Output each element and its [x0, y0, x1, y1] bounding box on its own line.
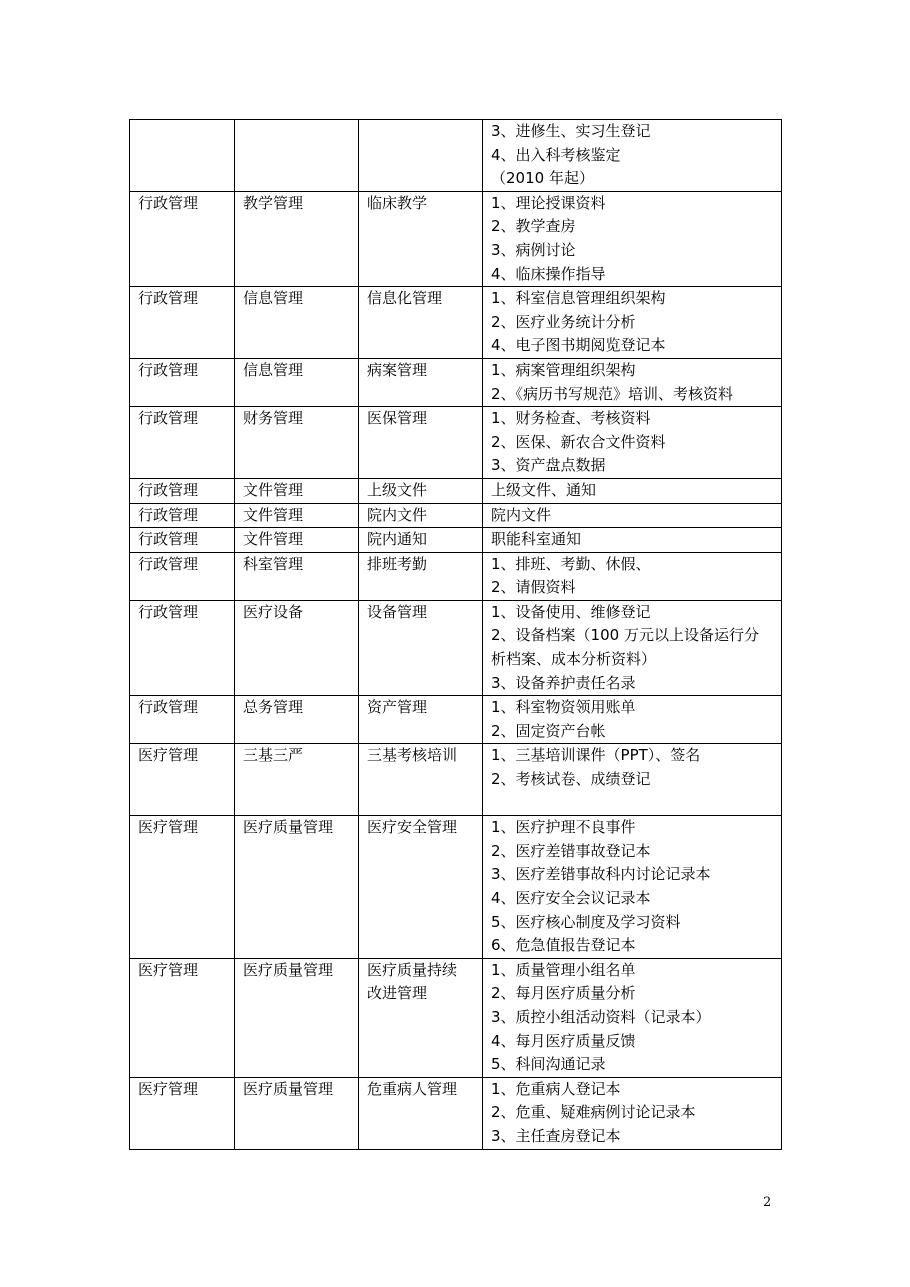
subcategory-cell: 科室管理	[235, 552, 359, 600]
management-table	[129, 119, 782, 1150]
content-cell	[483, 120, 782, 192]
subcategory-cell: 医疗质量管理	[235, 1077, 359, 1149]
content-cell	[483, 816, 782, 959]
item-name-line: 改进管理	[367, 984, 428, 1003]
content-cell	[483, 407, 782, 479]
content-line: 析档案、成本分析资料）	[491, 650, 657, 669]
content-line: 1、排班、考勤、休假、	[491, 554, 651, 573]
content-line: 3、病例讨论	[491, 240, 576, 259]
item-name-cell	[359, 287, 483, 359]
category-cell: 行政管理	[130, 478, 235, 503]
content-line: 3、主任查房登记本	[491, 1126, 621, 1145]
content-cell	[483, 744, 782, 816]
table-body	[130, 120, 782, 1150]
content-cell	[483, 552, 782, 600]
table-row	[130, 696, 782, 744]
content-cell	[483, 528, 782, 553]
category-cell: 行政管理	[130, 696, 235, 744]
content-line: 上级文件、通知	[491, 480, 597, 499]
item-name-line: 医疗质量持续	[367, 960, 458, 979]
category-cell: 医疗管理	[130, 1077, 235, 1149]
subcategory-cell: 文件管理	[235, 478, 359, 503]
item-name-line: 危重病人管理	[367, 1079, 458, 1098]
table-row	[130, 600, 782, 695]
content-line: 3、资产盘点数据	[491, 456, 606, 475]
content-line: （2010 年起）	[491, 169, 594, 188]
category-cell: 行政管理	[130, 407, 235, 479]
table-row	[130, 191, 782, 286]
category-cell	[130, 120, 235, 192]
content-line: 3、质控小组活动资料（记录本）	[491, 1007, 711, 1026]
category-cell: 医疗管理	[130, 744, 235, 816]
table-row	[130, 503, 782, 528]
item-name-cell	[359, 744, 483, 816]
table-row	[130, 528, 782, 553]
item-name-cell	[359, 552, 483, 600]
subcategory-cell: 总务管理	[235, 696, 359, 744]
content-line: 5、科间沟通记录	[491, 1055, 606, 1074]
content-line: 2、固定资产台帐	[491, 721, 606, 740]
item-name-cell	[359, 1077, 483, 1149]
item-name-cell	[359, 528, 483, 553]
item-name-line: 设备管理	[367, 602, 428, 621]
category-cell: 行政管理	[130, 191, 235, 286]
content-line: 2、医保、新农合文件资料	[491, 432, 666, 451]
content-line: 1、医疗护理不良事件	[491, 818, 636, 837]
content-line: 4、每月医疗质量反馈	[491, 1031, 636, 1050]
item-name-line: 院内通知	[367, 530, 428, 549]
item-name-cell	[359, 958, 483, 1077]
table-row	[130, 407, 782, 479]
content-line: 职能科室通知	[491, 530, 582, 549]
content-line: 1、质量管理小组名单	[491, 960, 636, 979]
content-line	[491, 792, 781, 816]
item-name-cell	[359, 358, 483, 406]
subcategory-cell: 信息管理	[235, 358, 359, 406]
item-name-line: 医保管理	[367, 409, 428, 428]
content-cell	[483, 191, 782, 286]
category-cell: 行政管理	[130, 503, 235, 528]
table-row	[130, 358, 782, 406]
category-cell: 行政管理	[130, 552, 235, 600]
content-line: 1、病案管理组织架构	[491, 360, 636, 379]
table-row	[130, 120, 782, 192]
content-line: 2、教学查房	[491, 217, 576, 236]
content-cell	[483, 478, 782, 503]
content-line: 3、进修生、实习生登记	[491, 122, 651, 140]
category-cell: 行政管理	[130, 358, 235, 406]
content-cell	[483, 358, 782, 406]
item-name-cell	[359, 816, 483, 959]
item-name-cell	[359, 407, 483, 479]
item-name-line: 信息化管理	[367, 289, 443, 308]
item-name-line: 上级文件	[367, 480, 428, 499]
subcategory-cell: 三基三严	[235, 744, 359, 816]
content-line: 1、三基培训课件（PPT）、签名	[491, 746, 701, 765]
table-row	[130, 958, 782, 1077]
content-line: 2、危重、疑难病例讨论记录本	[491, 1103, 696, 1122]
item-name-cell	[359, 503, 483, 528]
content-cell	[483, 1077, 782, 1149]
category-cell: 行政管理	[130, 600, 235, 695]
item-name-line: 排班考勤	[367, 554, 428, 573]
content-line: 1、科室信息管理组织架构	[491, 289, 666, 308]
table-row	[130, 478, 782, 503]
content-line: 4、出入科考核鉴定	[491, 145, 621, 164]
page-number: 2	[763, 1195, 772, 1210]
item-name-line: 资产管理	[367, 698, 428, 717]
subcategory-cell: 教学管理	[235, 191, 359, 286]
item-name-line	[367, 120, 482, 144]
content-line: 院内文件	[491, 505, 552, 524]
category-cell: 医疗管理	[130, 816, 235, 959]
category-cell: 行政管理	[130, 528, 235, 553]
subcategory-cell: 医疗质量管理	[235, 958, 359, 1077]
content-line: 1、财务检查、考核资料	[491, 409, 651, 428]
table-row	[130, 1077, 782, 1149]
table-row	[130, 552, 782, 600]
item-name-cell	[359, 600, 483, 695]
content-line: 2、《病历书写规范》培训、考核资料	[491, 384, 734, 403]
item-name-cell	[359, 478, 483, 503]
table-row	[130, 287, 782, 359]
category-cell: 行政管理	[130, 287, 235, 359]
content-line: 4、临床操作指导	[491, 264, 606, 283]
content-line: 5、医疗核心制度及学习资料	[491, 912, 681, 931]
content-line: 4、电子图书期阅览登记本	[491, 336, 666, 355]
content-line: 1、理论授课资料	[491, 193, 606, 212]
content-line: 2、每月医疗质量分析	[491, 984, 636, 1003]
item-name-line: 医疗安全管理	[367, 818, 458, 837]
content-line: 2、考核试卷、成绩登记	[491, 770, 651, 789]
item-name-cell	[359, 696, 483, 744]
item-name-cell	[359, 191, 483, 286]
content-line: 3、设备养护责任名录	[491, 673, 636, 692]
table-row	[130, 744, 782, 816]
item-name-line: 临床教学	[367, 193, 428, 212]
subcategory-cell: 信息管理	[235, 287, 359, 359]
content-line: 1、危重病人登记本	[491, 1079, 621, 1098]
content-line: 2、医疗业务统计分析	[491, 312, 636, 331]
content-cell	[483, 958, 782, 1077]
item-name-line: 病案管理	[367, 360, 428, 379]
content-line: 1、科室物资领用账单	[491, 698, 636, 717]
subcategory-cell: 财务管理	[235, 407, 359, 479]
content-line: 3、医疗差错事故科内讨论记录本	[491, 865, 711, 884]
content-cell	[483, 503, 782, 528]
item-name-line: 院内文件	[367, 505, 428, 524]
content-cell	[483, 600, 782, 695]
subcategory-cell: 文件管理	[235, 503, 359, 528]
subcategory-cell: 文件管理	[235, 528, 359, 553]
content-line: 2、请假资料	[491, 578, 576, 597]
content-line: 2、医疗差错事故登记本	[491, 841, 651, 860]
subcategory-cell: 医疗设备	[235, 600, 359, 695]
content-cell	[483, 696, 782, 744]
table-row	[130, 816, 782, 959]
subcategory-cell	[235, 120, 359, 192]
item-name-cell	[359, 120, 483, 192]
content-line: 1、设备使用、维修登记	[491, 602, 651, 621]
content-line: 2、设备档案（100 万元以上设备运行分	[491, 626, 759, 645]
subcategory-cell: 医疗质量管理	[235, 816, 359, 959]
content-line: 6、危急值报告登记本	[491, 936, 636, 955]
content-cell	[483, 287, 782, 359]
category-cell: 医疗管理	[130, 958, 235, 1077]
item-name-line: 三基考核培训	[367, 746, 458, 765]
content-line: 4、医疗安全会议记录本	[491, 889, 651, 907]
